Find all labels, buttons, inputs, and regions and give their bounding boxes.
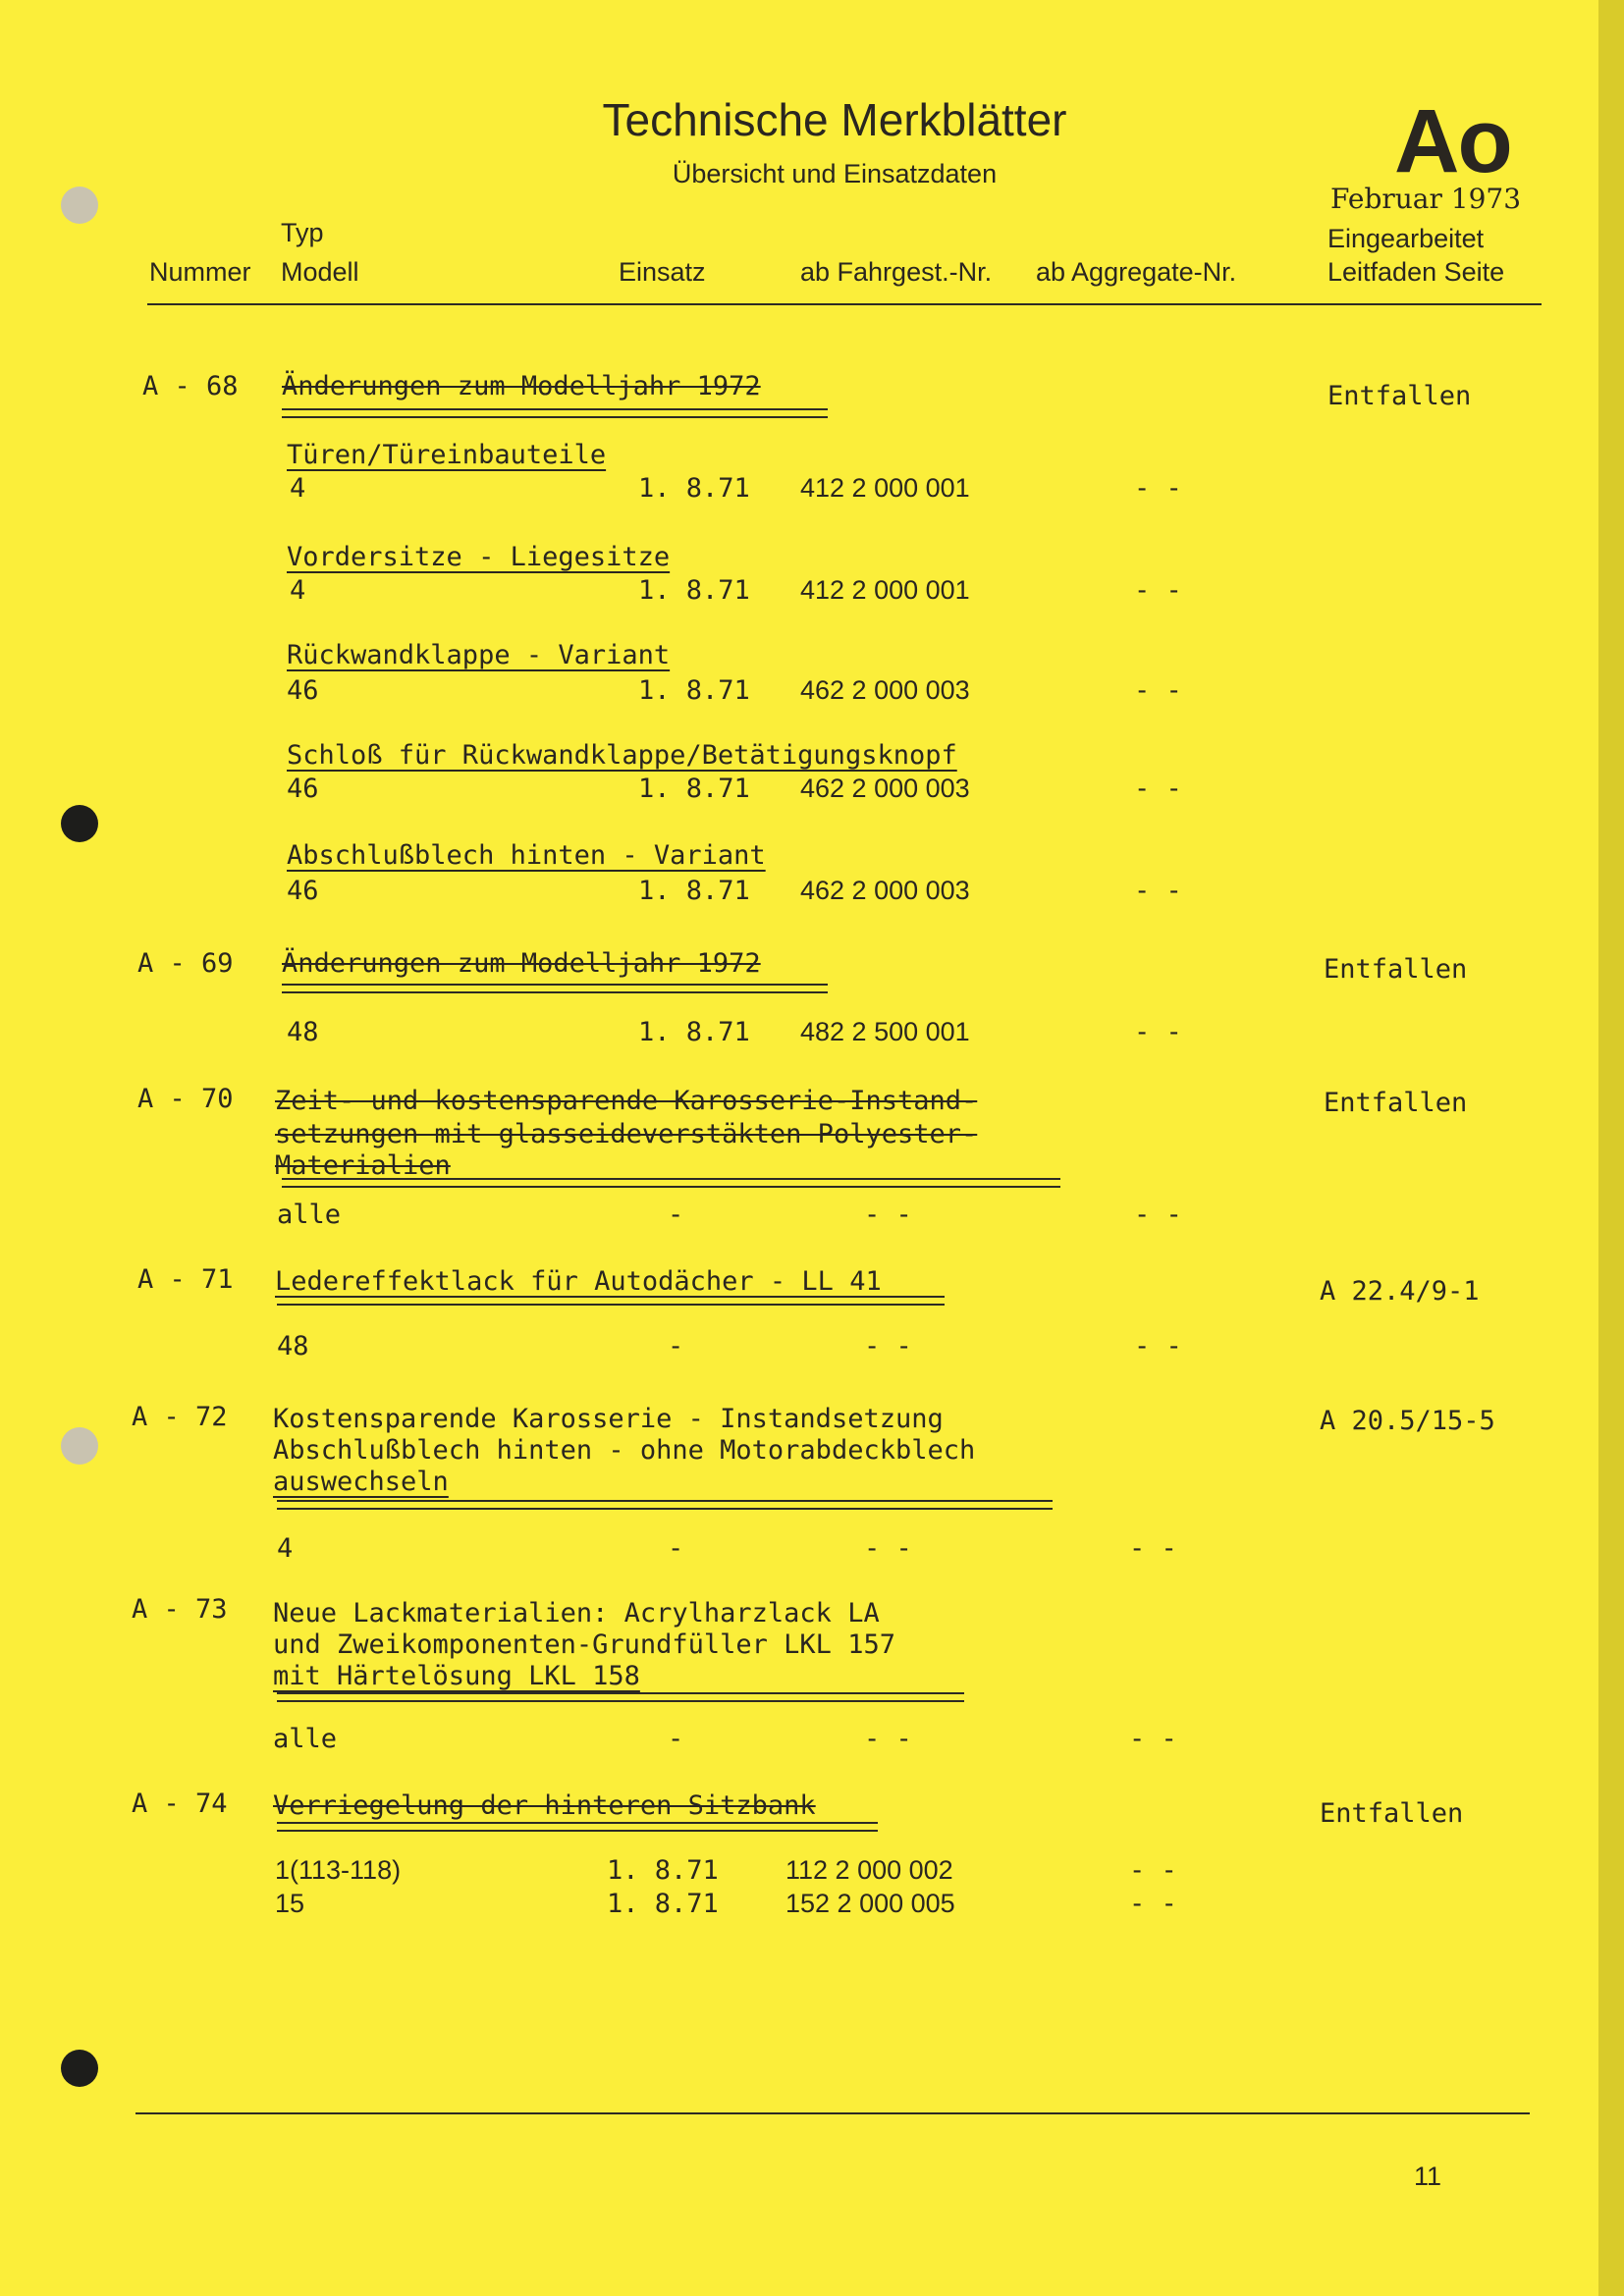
double-underline bbox=[282, 1178, 1060, 1188]
chassis-number: - - bbox=[864, 1724, 912, 1754]
col-aggregate: ab Aggregate-Nr. bbox=[1036, 257, 1237, 287]
entry-title: Verriegelung der hinteren Sitzbank bbox=[273, 1790, 816, 1821]
issue-date: Februar 1973 bbox=[1330, 183, 1522, 215]
sub-title: Vordersitze - Liegesitze bbox=[287, 542, 671, 572]
entry-number: A - 70 bbox=[137, 1084, 234, 1114]
entry-number: A - 74 bbox=[132, 1789, 228, 1819]
einsatz-date: - bbox=[668, 1724, 684, 1754]
punch-hole bbox=[61, 187, 98, 224]
entry-title: Änderungen zum Modelljahr 1972 bbox=[282, 371, 761, 401]
entry-status: Entfallen bbox=[1320, 1798, 1464, 1829]
chassis-number: - - bbox=[864, 1533, 912, 1564]
entry-status: A 20.5/15-5 bbox=[1320, 1406, 1495, 1436]
aggregate-number: - - bbox=[1129, 1855, 1177, 1886]
chassis-number: 412 2 000 001 bbox=[800, 575, 970, 605]
einsatz-date: - bbox=[668, 1200, 684, 1230]
sub-title: Schloß für Rückwandklappe/Betätigungsknopf bbox=[287, 740, 957, 771]
sub-title: Rückwandklappe - Variant bbox=[287, 640, 671, 670]
double-underline bbox=[277, 1822, 878, 1832]
chassis-number: 462 2 000 003 bbox=[800, 774, 970, 803]
page-number: 11 bbox=[1414, 2162, 1442, 2191]
entry-status: Entfallen bbox=[1324, 954, 1468, 985]
model: 48 bbox=[277, 1331, 309, 1362]
page-edge bbox=[1598, 0, 1624, 2296]
header-rule bbox=[147, 303, 1542, 305]
entry-number: A - 69 bbox=[137, 948, 234, 979]
model: 46 bbox=[287, 675, 319, 706]
entry-title-line: Abschlußblech hinten - ohne Motorabdeckblech bbox=[273, 1435, 976, 1466]
section-code: Ao bbox=[1394, 91, 1511, 191]
aggregate-number: - - bbox=[1134, 876, 1182, 906]
entry-title: Ledereffektlack für Autodächer - LL 41 bbox=[275, 1266, 882, 1297]
col-eingearbeitet: Eingearbeitet bbox=[1327, 224, 1485, 253]
page-title: Technische Merkblätter bbox=[602, 94, 1067, 145]
col-modell: Modell bbox=[281, 257, 359, 287]
model: 46 bbox=[287, 774, 319, 804]
entry-title-line: setzungen mit glasseideverstäkten Polyester- bbox=[275, 1119, 978, 1149]
double-underline bbox=[282, 408, 828, 418]
einsatz-date: 1. 8.71 bbox=[607, 1889, 719, 1919]
aggregate-number: - - bbox=[1134, 1200, 1182, 1230]
einsatz-date: 1. 8.71 bbox=[638, 1017, 750, 1047]
model: 15 bbox=[275, 1889, 305, 1918]
entry-number: A - 73 bbox=[132, 1594, 228, 1625]
entry-title: Änderungen zum Modelljahr 1972 bbox=[282, 948, 761, 979]
sub-title: Türen/Türeinbauteile bbox=[287, 440, 607, 470]
chassis-number: 152 2 000 005 bbox=[785, 1889, 955, 1918]
entry-number: A - 72 bbox=[132, 1402, 228, 1432]
col-einsatz: Einsatz bbox=[619, 257, 706, 287]
einsatz-date: 1. 8.71 bbox=[638, 876, 750, 906]
aggregate-number: - - bbox=[1134, 1331, 1182, 1362]
model: 4 bbox=[290, 575, 306, 606]
entry-status: A 22.4/9-1 bbox=[1320, 1276, 1480, 1307]
chassis-number: 462 2 000 003 bbox=[800, 675, 970, 705]
entry-title-line: Zeit- und kostensparende Karosserie-Instand- bbox=[275, 1086, 978, 1116]
einsatz-date: 1. 8.71 bbox=[638, 473, 750, 504]
model: 46 bbox=[287, 876, 319, 906]
entry-number: A - 71 bbox=[137, 1264, 234, 1295]
col-nummer: Nummer bbox=[149, 257, 251, 287]
entry-title-line: Kostensparende Karosserie - Instandsetzung bbox=[273, 1404, 944, 1434]
col-typ: Typ bbox=[281, 218, 324, 247]
aggregate-number: - - bbox=[1134, 575, 1182, 606]
entry-title-line: mit Härtelösung LKL 158 bbox=[273, 1661, 640, 1691]
chassis-number: 462 2 000 003 bbox=[800, 876, 970, 905]
entry-title-line: Materialien bbox=[275, 1150, 451, 1181]
model: 4 bbox=[277, 1533, 294, 1564]
aggregate-number: - - bbox=[1134, 675, 1182, 706]
footer-rule bbox=[135, 2112, 1530, 2114]
chassis-number: 112 2 000 002 bbox=[785, 1855, 953, 1885]
punch-hole bbox=[61, 805, 98, 842]
entry-number: A - 68 bbox=[142, 371, 239, 401]
einsatz-date: 1. 8.71 bbox=[638, 575, 750, 606]
col-fahrgest: ab Fahrgest.-Nr. bbox=[800, 257, 993, 287]
col-leitfaden: Leitfaden Seite bbox=[1327, 257, 1505, 287]
entry-status: Entfallen bbox=[1327, 381, 1472, 411]
einsatz-date: 1. 8.71 bbox=[607, 1855, 719, 1886]
aggregate-number: - - bbox=[1134, 473, 1182, 504]
double-underline bbox=[277, 1500, 1053, 1510]
punch-hole bbox=[61, 1427, 98, 1465]
entry-status: Entfallen bbox=[1324, 1088, 1468, 1118]
model: 1(113-118) bbox=[275, 1855, 402, 1885]
aggregate-number: - - bbox=[1129, 1724, 1177, 1754]
entry-title-line: auswechseln bbox=[273, 1467, 449, 1497]
entry-title-line: Neue Lackmaterialien: Acrylharzlack LA bbox=[273, 1598, 880, 1629]
model: alle bbox=[273, 1724, 338, 1754]
double-underline bbox=[277, 1296, 945, 1306]
einsatz-date: - bbox=[668, 1331, 684, 1362]
chassis-number: - - bbox=[864, 1200, 912, 1230]
page-subtitle: Übersicht und Einsatzdaten bbox=[672, 159, 998, 188]
punch-hole bbox=[61, 2050, 98, 2087]
double-underline bbox=[277, 1692, 964, 1702]
model: 48 bbox=[287, 1017, 319, 1047]
model: 4 bbox=[290, 473, 306, 504]
aggregate-number: - - bbox=[1129, 1889, 1177, 1919]
einsatz-date: 1. 8.71 bbox=[638, 675, 750, 706]
model: alle bbox=[277, 1200, 342, 1230]
einsatz-date: - bbox=[668, 1533, 684, 1564]
chassis-number: 482 2 500 001 bbox=[800, 1017, 970, 1046]
chassis-number: - - bbox=[864, 1331, 912, 1362]
einsatz-date: 1. 8.71 bbox=[638, 774, 750, 804]
aggregate-number: - - bbox=[1134, 1017, 1182, 1047]
chassis-number: 412 2 000 001 bbox=[800, 473, 970, 503]
aggregate-number: - - bbox=[1134, 774, 1182, 804]
double-underline bbox=[282, 984, 828, 993]
aggregate-number: - - bbox=[1129, 1533, 1177, 1564]
entry-title-line: und Zweikomponenten-Grundfüller LKL 157 bbox=[273, 1629, 895, 1660]
sub-title: Abschlußblech hinten - Variant bbox=[287, 840, 766, 871]
